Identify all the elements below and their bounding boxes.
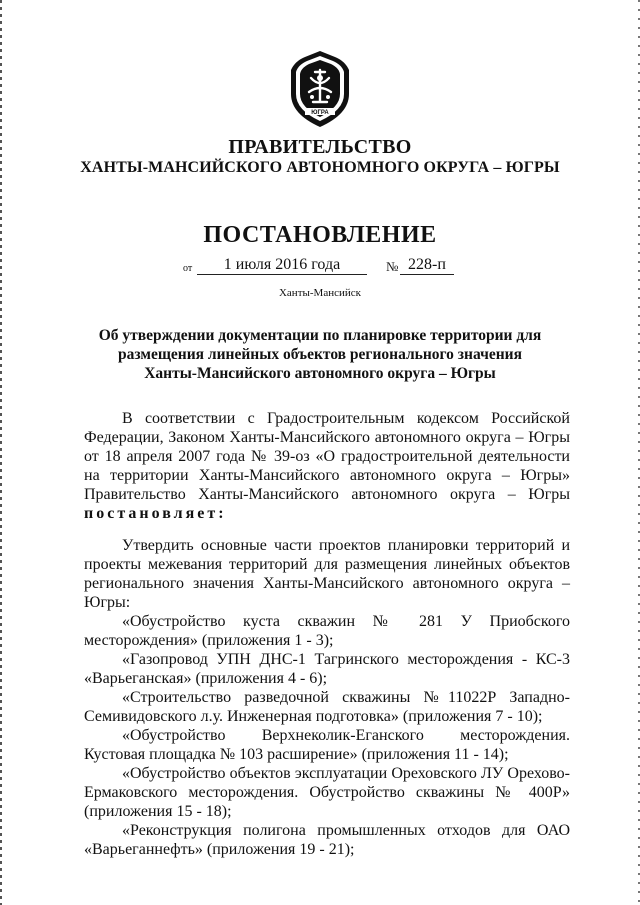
list-item: «Строительство разведочной скважины №11022Р Западно-Семивидовского л.у. Инженерная подготовка» (приложения 7 - 10); [84,689,570,725]
preamble-text: В соответствии с Градостроительным кодексом Российской Федерации, Законом Ханты-Мансийского автономного округа – Югры от 18 апреля 2007 года № 39-оз «О градостроительной деятельности на территории Ханты-Мансийского автономного округа – Югры» Правительство Ханты-Мансийского автономного округа – Югры [84,410,570,503]
list-item: «Обустройство объектов эксплуатации Ореховского ЛУ Орехово-Ермаковского месторождения. Обустройство скважины № 400Р» (приложения 15 - 18); [84,765,570,820]
resolves-word: постановляет: [84,505,227,522]
list-item: «Реконструкция полигона промышленных отходов для ОАО «Варьеганнефть» (приложения 19 - 21); [84,822,570,858]
list-item: «Газопровод УПН ДНС-1 Тагринского месторождения - КС-3 «Варьеганская» (приложения 4 - 6); [84,651,570,687]
date-number-row [0,256,640,280]
document-kind: ПОСТАНОВЛЕНИЕ [203,222,437,248]
approval-section [84,536,570,859]
emblem-label: ЮГРА [311,110,329,116]
approval-lead: Утвердить основные части проектов планировки территорий и проекты межевания территорий для размещения линейных объектов регионального значения Ханты-Мансийского автономного округа – Югры: [84,537,570,611]
document-subject: Об утверждении документации по планировке территории для размещения линейных объектов регионального значения Ханты-Мансийского автономного округа – Югры [98,327,542,382]
number-prefix: № [386,259,399,274]
government-title: ПРАВИТЕЛЬСТВО [228,136,412,158]
preamble-paragraph [84,409,570,523]
list-item: «Обустройство Верхнеколик-Еганского месторождения. Кустовая площадка № 103 расширение» (приложения 11 - 14); [84,727,570,763]
date-prefix: от [183,263,193,274]
document-city: Ханты-Мансийск [278,287,361,299]
document-number: 228-п [400,256,454,275]
document-date: 1 июля 2016 года [197,256,367,275]
government-region: ХАНТЫ-МАНСИЙСКОГО АВТОНОМНОГО ОКРУГА – ЮГРЫ [80,159,560,176]
list-item: «Обустройство куста скважин № 281 У Приобского месторождения» (приложения 1 - 3); [84,613,570,649]
coat-of-arms-emblem [285,48,355,130]
